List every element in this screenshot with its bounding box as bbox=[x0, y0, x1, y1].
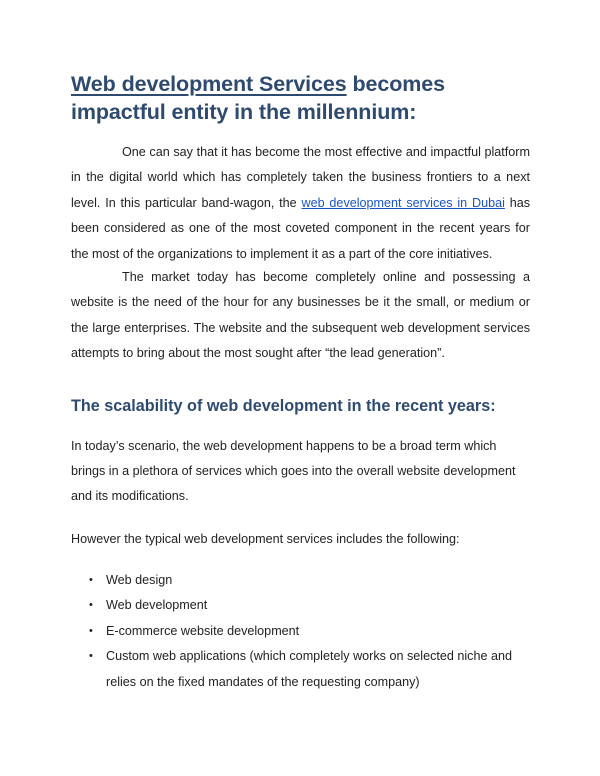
list-item-text: Custom web applications (which completely works on selected niche and relies on the fixed mandates of the requesting company) bbox=[106, 649, 513, 689]
list-item bbox=[71, 568, 531, 593]
bullet-icon: • bbox=[89, 599, 93, 612]
services-list bbox=[71, 568, 531, 695]
intro-text-after-link: has been considered as one of the most coveted component in the recent years for the most of the organizations to implement it as a part of the core initiatives. bbox=[71, 195, 531, 261]
bullet-icon: • bbox=[89, 650, 93, 663]
list-item-text: E-commerce website development bbox=[106, 623, 300, 638]
list-item bbox=[71, 593, 531, 618]
list-item-text: Web design bbox=[106, 573, 173, 587]
bullet-icon: • bbox=[89, 574, 93, 586]
scenario-paragraph: In today’s scenario, the web development happens to be a broad term which brings in a plethora of services which goes into the overall website development and its modifications. bbox=[71, 439, 516, 503]
intro-paragraph bbox=[71, 140, 530, 267]
list-item bbox=[71, 619, 531, 644]
page-title bbox=[71, 70, 541, 126]
services-intro-paragraph: However the typical web development services includes the following: bbox=[71, 532, 460, 546]
list-item-text: Web development bbox=[106, 598, 208, 613]
dubai-services-link[interactable]: web development services in Dubai bbox=[301, 195, 505, 210]
list-item bbox=[71, 644, 531, 695]
bullet-icon: • bbox=[89, 624, 93, 637]
market-paragraph: The market today has become completely online and possessing a website is the need of the hour for any businesses be it the small, or medium or the large enterprises. The website and the subsequent web development services attempts to bring about the most sought after “the lead generation”. bbox=[71, 270, 530, 361]
title-link[interactable]: Web development Services bbox=[71, 72, 347, 96]
scalability-heading: The scalability of web development in the recent years: bbox=[71, 397, 496, 415]
title-rest: becomes impactful entity in the millennium: bbox=[71, 72, 446, 124]
intro-text-before-link: One can say that it has become the most effective and impactful platform in the digital world which has completely taken the business frontiers to a next level. In this particular band-wagon, the bbox=[71, 145, 530, 210]
